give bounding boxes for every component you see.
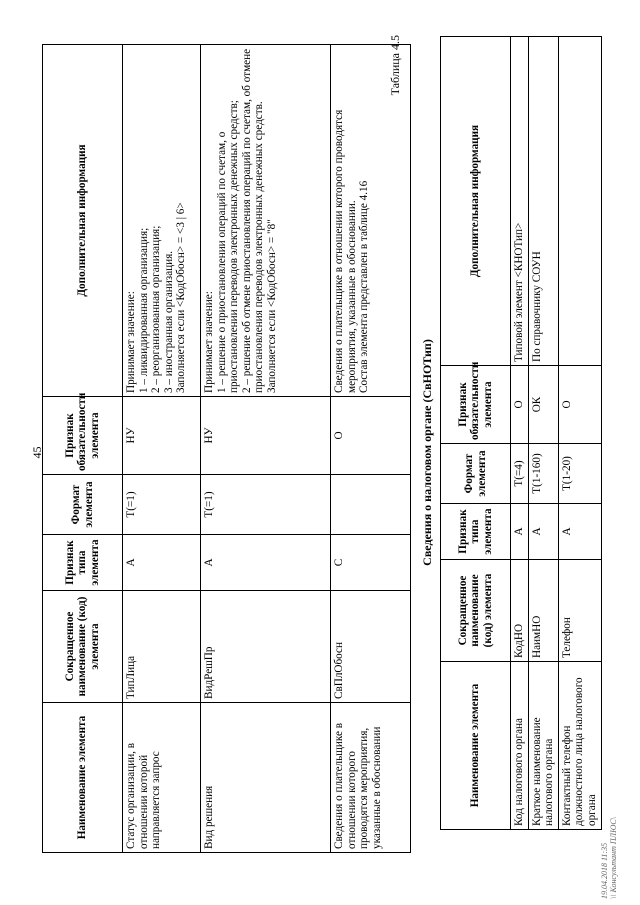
cell-name: Краткое наименование налогового органа	[528, 662, 558, 830]
table-label: Таблица 4.5	[388, 35, 402, 96]
header-name: Наименование элемента	[441, 662, 511, 830]
cell-required: НУ	[123, 397, 201, 475]
section-title: Сведения о налоговом органе (СвНОТип)	[420, 339, 434, 566]
cell-code: СвПлОбосн	[331, 591, 411, 703]
cell-type: А	[123, 535, 201, 591]
table-row	[331, 45, 411, 853]
cell-required: О	[558, 366, 601, 444]
cell-format: T(=1)	[201, 475, 331, 535]
cell-code: ВидРешПр	[201, 591, 331, 703]
cell-type: С	[331, 535, 411, 591]
header-type: Признак типа элемента	[43, 535, 123, 591]
header-format: Формат элемента	[441, 444, 511, 504]
table-row	[123, 45, 201, 853]
page-number: 45	[30, 446, 44, 459]
cell-type: А	[201, 535, 331, 591]
cell-name: Код налогового органа	[511, 662, 529, 830]
header-format: Формат элемента	[43, 475, 123, 535]
cell-info: Принимает значение: 1 – решение о приостановлении операций по счетам, о приостановлении переводов электронных денежных средств; 2 – решение об отмене приостановления операций по счетам, об отмене приостановления переводов электронных денежных средств. Заполняется если <КодОбосн> = "8"	[201, 45, 331, 397]
header-required: Признак обязательности элемента	[441, 366, 511, 444]
cell-required: ОК	[528, 366, 558, 444]
cell-name: Вид решения	[201, 703, 331, 853]
table-row	[528, 37, 558, 830]
cell-type: А	[558, 504, 601, 560]
header-code: Сокращенное наименование (код) элемента	[43, 591, 123, 703]
cell-type: А	[511, 504, 529, 560]
cell-info: Типовой элемент <КНОТип>	[511, 37, 529, 366]
table-row	[558, 37, 601, 830]
header-type: Признак типа элемента	[441, 504, 511, 560]
cell-type: А	[528, 504, 558, 560]
cell-code: Телефон	[558, 560, 601, 662]
cell-format	[331, 475, 411, 535]
header-info: Дополнительная информация	[441, 37, 511, 366]
cell-format: T(=1)	[123, 475, 201, 535]
elements-table	[42, 44, 411, 853]
cell-info: Сведения о плательщике в отношении которого проводятся мероприятия, указанные в обосновании. Состав элемента представлен в таблице 4.16	[331, 45, 411, 397]
cell-name: Сведения о плательщике в отношении которого проводятся мероприятия, указанные в обосновании	[331, 703, 411, 853]
cell-code: КодНО	[511, 560, 529, 662]
cell-required: О	[331, 397, 411, 475]
table-header-row	[43, 45, 123, 853]
cell-format: T(1-20)	[558, 444, 601, 504]
cell-name: Статус организации, в отношении которой направляется запрос	[123, 703, 201, 853]
tax-authority-table	[440, 36, 602, 830]
table-row	[201, 45, 331, 853]
cell-info	[558, 37, 601, 366]
cell-required: НУ	[201, 397, 331, 475]
cell-format: T(=4)	[511, 444, 529, 504]
cell-code: НаимНО	[528, 560, 558, 662]
header-info: Дополнительная информация	[43, 45, 123, 397]
table-header-row	[441, 37, 511, 830]
table-row	[511, 37, 529, 830]
header-required: Признак обязательности элемента	[43, 397, 123, 475]
header-code: Сокращенное наименование (код) элемента	[441, 560, 511, 662]
cell-info: По справочнику СОУН	[528, 37, 558, 366]
print-stamp: 19.04.2018 11:35 \\ Консультант ПЛЮС\	[600, 817, 618, 899]
cell-info: Принимает значение: 1 – ликвидированная организация; 2 – реорганизованная организация; 3 – иностранная организация. Заполняется если <КодОбосн> = <3 | 6>	[123, 45, 201, 397]
header-name: Наименование элемента	[43, 703, 123, 853]
cell-format: T(1-160)	[528, 444, 558, 504]
cell-code: ТипЛица	[123, 591, 201, 703]
cell-name: Контактный телефон должностного лица налогового органа	[558, 662, 601, 830]
cell-required: О	[511, 366, 529, 444]
